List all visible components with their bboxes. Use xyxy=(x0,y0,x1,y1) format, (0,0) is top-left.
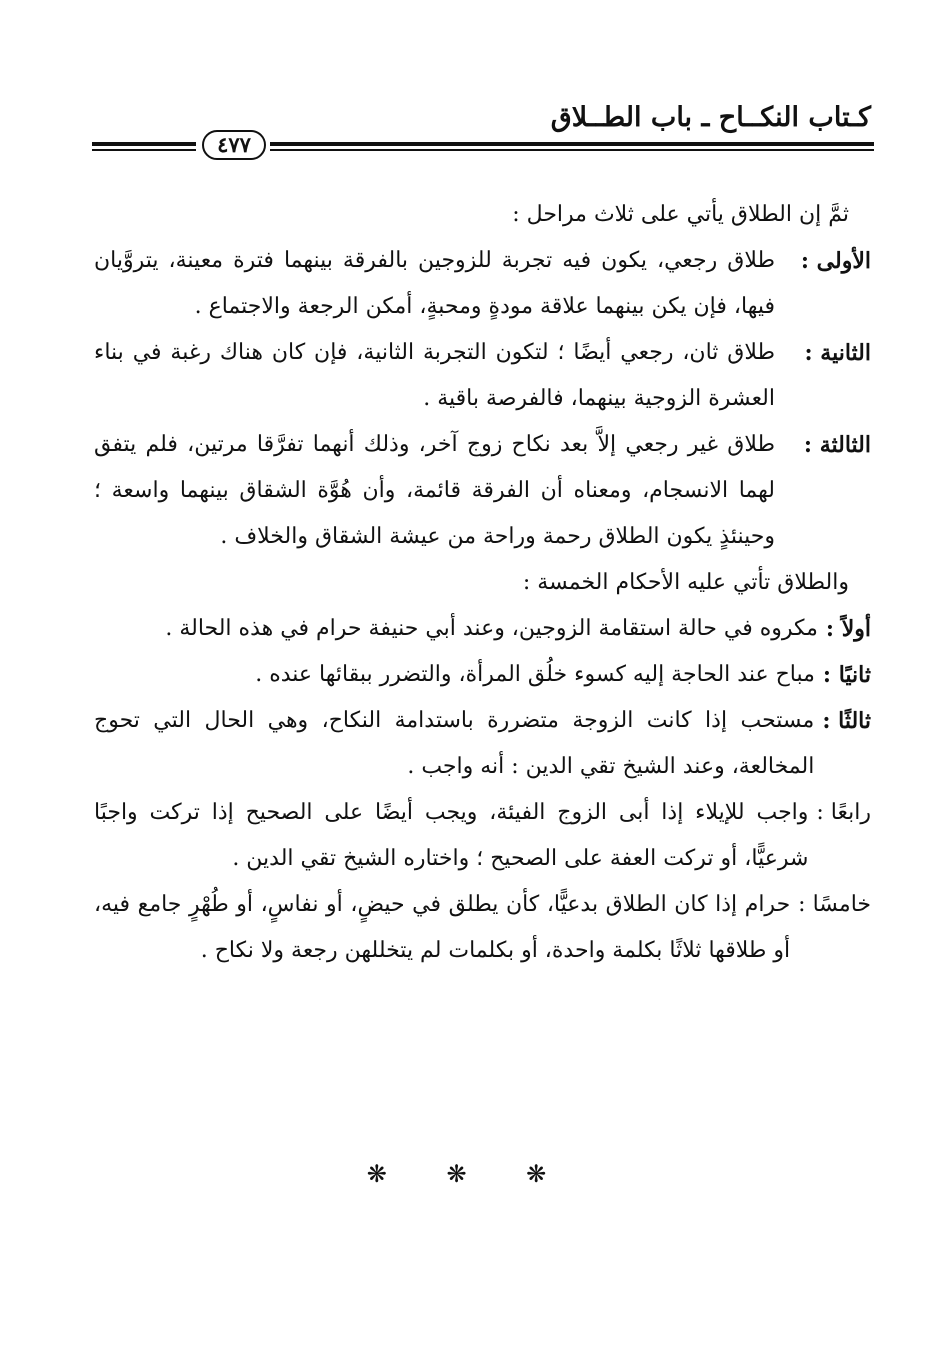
stage-text: طلاق رجعي، يكون فيه تجربة للزوجين بالفرقة بينهما فترة معينة، يتروَّيان فيها، فإن يكن بينهما علاقة مودةٍ ومحبةٍ، أمكن الرجعة والاجتماع . xyxy=(94,248,775,319)
ruling-label: ثانيًا : xyxy=(822,662,871,688)
ruling-label: أولاً : xyxy=(825,616,871,642)
ruling-second xyxy=(94,652,871,698)
stage-label: الثانية : xyxy=(804,340,871,366)
stage-third xyxy=(94,422,871,560)
ruling-text: مستحب إذا كانت الزوجة متضررة باستدامة النكاح، وهي الحال التي تحوج المخالعة، وعند الشيخ تقي الدين : أنه واجب . xyxy=(94,708,815,779)
ruling-text: مكروه في حالة استقامة الزوجين، وعند أبي حنيفة حرام في هذه الحالة . xyxy=(165,616,818,641)
ruling-label: خامسًا : xyxy=(798,892,871,917)
ruling-label: ثالثًا : xyxy=(822,708,871,734)
page-number: ٤٧٧ xyxy=(202,130,266,160)
header-rule-line-thin-left xyxy=(92,149,196,151)
stage-label: الثالثة : xyxy=(803,432,871,458)
running-title: كـتاب النكــاح ـ باب الطــلاق xyxy=(550,102,871,133)
ruling-third xyxy=(94,698,871,790)
ruling-text: حرام إذا كان الطلاق بدعيًّا، كأن يطلق في حيضٍ، أو نفاسٍ، أو طُهْرٍ جامع فيه، أو طلاقها ثلاثًا بكلمة واحدة، أو بكلمات لم يتخللهن رجعة ولا نكاح . xyxy=(94,892,791,963)
header-rule xyxy=(92,130,874,164)
header-rule-line-thick-right xyxy=(270,142,874,146)
stage-first xyxy=(94,238,871,330)
header-rule-line-thick-left xyxy=(92,142,196,146)
ruling-label: رابعًا : xyxy=(816,800,871,825)
ruling-text: مباح عند الحاجة إليه كسوء خلُق المرأة، والتضرر ببقائها عنده . xyxy=(255,662,815,687)
ruling-fifth xyxy=(94,882,871,974)
intro-rulings: والطلاق تأتي عليه الأحكام الخمسة : xyxy=(522,570,849,595)
stage-second xyxy=(94,330,871,422)
ruling-text: واجب للإيلاء إذا أبى الزوج الفيئة، ويجب أيضًا على الصحيح إذا تركت واجبًا شرعيًّا، أو تركت العفة على الصحيح ؛ واختاره الشيخ تقي الدين . xyxy=(94,800,809,871)
stage-label: الأولى : xyxy=(800,248,871,274)
ruling-first xyxy=(94,606,871,652)
stage-text: طلاق ثان، رجعي أيضًا ؛ لتكون التجربة الثانية، فإن كان هناك رغبة في بناء العشرة الزوجية بينهما، فالفرصة باقية . xyxy=(94,340,775,411)
header-rule-line-thin-right xyxy=(270,149,874,151)
ruling-fourth xyxy=(94,790,871,882)
section-end-ornament: ❋ ❋ ❋ xyxy=(366,1160,573,1188)
stage-text: طلاق غير رجعي إلاَّ بعد نكاح زوج آخر، وذلك أنهما تفرَّقا مرتين، فلم يتفق لهما الانسجام، ومعناه أن الفرقة قائمة، وأن هُوَّة الشقاق بينهما واسعة ؛ وحينئذٍ يكون الطلاق رحمة وراحة من عيشة الشقاق والخلاف . xyxy=(94,432,775,549)
intro-stages: ثمَّ إن الطلاق يأتي على ثلاث مراحل : xyxy=(512,202,849,227)
body-text xyxy=(94,192,871,974)
